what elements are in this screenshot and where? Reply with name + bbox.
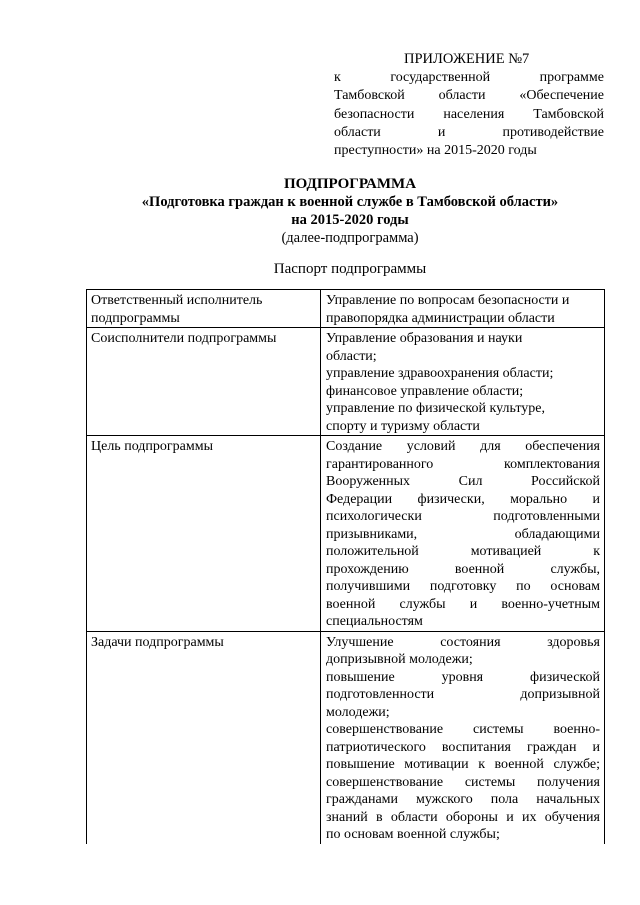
row-value-line: специальностям (326, 614, 423, 629)
appendix-line: области и противодействие (334, 124, 604, 140)
row-value-line: положительной мотивацией к (326, 544, 600, 559)
heading-line: на 2015-2020 годы (291, 212, 409, 228)
row-value-line: допризывной молодежи; (326, 652, 473, 667)
row-label-cell (87, 436, 321, 632)
row-value-line: по основам военной службы; (326, 827, 500, 842)
appendix-line: безопасности населения Тамбовской (334, 106, 604, 122)
passport-table (86, 289, 605, 844)
row-value-line: молодежи; (326, 704, 390, 720)
row-label-line: Соисполнители подпрограммы (91, 331, 277, 346)
heading-line: «Подготовка граждан к военной службе в Тамбовской области» (141, 194, 559, 210)
table-row (87, 631, 605, 844)
row-value-cell (321, 290, 605, 328)
row-value-line: финансовое управление области; (326, 383, 524, 399)
row-value-line: повышение уровня физической (326, 669, 600, 685)
row-label-line: Задачи подпрограммы (91, 634, 224, 650)
row-value-line: подготовленности допризывной (326, 687, 600, 702)
row-value-line: спорту и туризму области (326, 418, 480, 434)
row-value-cell (321, 328, 605, 436)
row-label-line: Ответственный исполнитель (91, 293, 263, 308)
row-value-line: Создание условий для обеспечения (326, 439, 600, 454)
row-value-line: гражданами мужского пола начальных (326, 792, 600, 807)
heading-line: (далее-подпрограмма) (281, 230, 419, 246)
row-value-line: управление здравоохранения области; (326, 366, 554, 381)
appendix-block (334, 50, 604, 160)
passport-title: Паспорт подпрограммы (273, 261, 427, 277)
row-value-line: управление по физической культуре, (326, 401, 545, 416)
row-value-line: призывниками, обладающими (326, 526, 600, 542)
appendix-line: преступности» на 2015-2020 годы (334, 143, 537, 159)
row-label-cell (87, 631, 321, 844)
row-value-line: совершенствование системы получения (326, 774, 600, 790)
appendix-line: Тамбовской области «Обеспечение (334, 88, 604, 104)
row-value-line: патриотического воспитания граждан и (326, 739, 600, 755)
appendix-title: ПРИЛОЖЕНИЕ №7 (404, 51, 530, 67)
row-value-cell (321, 631, 605, 844)
row-label-line: подпрограммы (91, 310, 180, 326)
table-row (87, 436, 605, 632)
row-label-cell (87, 290, 321, 328)
row-value-line: Федерации физически, морально и (326, 491, 600, 507)
row-value-line: повышение мотивации к военной службе; (326, 757, 600, 772)
subprogram-heading (60, 175, 640, 247)
row-value-line: области; (326, 348, 377, 364)
row-value-line: психологически подготовленными (326, 509, 600, 524)
row-value-line: знаний в области обороны и их обучения (326, 809, 600, 825)
row-value-line: получившими подготовку по основам (326, 579, 600, 594)
row-value-line: Вооруженных Сил Российской (326, 474, 600, 489)
row-label-cell (87, 328, 321, 436)
row-value-line: Управление образования и науки (326, 331, 523, 346)
row-value-line: гарантированного комплектования (326, 456, 600, 472)
row-value-line: совершенствование системы военно- (326, 722, 600, 737)
appendix-line: к государственной программе (334, 70, 604, 86)
table-row (87, 290, 605, 328)
row-value-line: Улучшение состояния здоровья (326, 634, 600, 650)
row-value-line: прохождению военной службы, (326, 561, 600, 577)
row-value-line: правопорядка администрации области (326, 310, 555, 326)
table-row (87, 328, 605, 436)
row-label-line: Цель подпрограммы (91, 439, 213, 454)
row-value-line: Управление по вопросам безопасности и (326, 293, 570, 308)
row-value-cell (321, 436, 605, 632)
heading-line: ПОДПРОГРАММА (283, 176, 417, 192)
row-value-line: военной службы и военно-учетным (326, 596, 600, 612)
